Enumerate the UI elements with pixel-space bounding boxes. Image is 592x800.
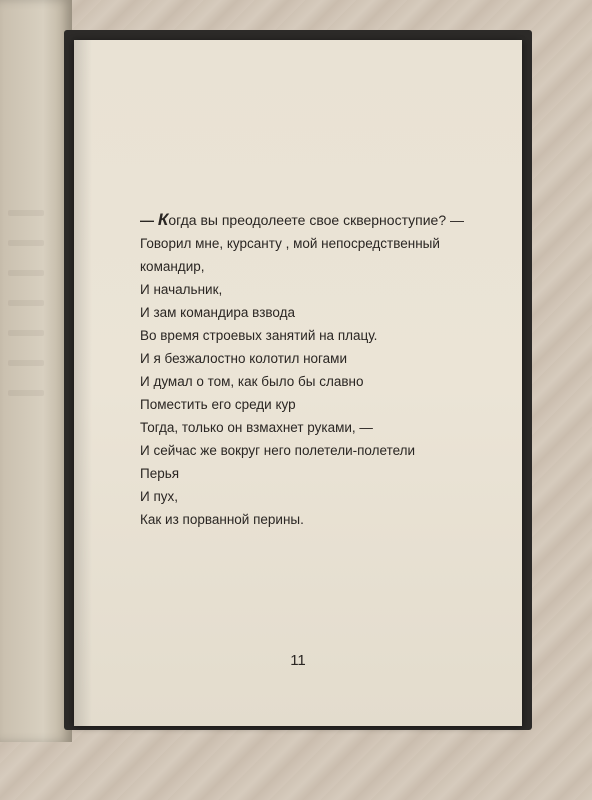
bleed-through-text <box>8 270 44 276</box>
poem-line: Тогда, только он взмахнет руками, — <box>140 420 373 435</box>
bleed-through-text <box>8 330 44 336</box>
left-facing-page <box>0 0 72 742</box>
poem-line: Говорил мне, курсанту , мой непосредственный <box>140 236 440 251</box>
poem-line: И я безжалостно колотил ногами <box>140 351 348 366</box>
bleed-through-text <box>8 360 44 366</box>
opening-dash: — <box>140 212 154 228</box>
poem-line: Во время строевых занятий на плацу. <box>140 328 378 343</box>
drop-initial: К <box>157 210 169 229</box>
page-number: 11 <box>290 652 306 669</box>
poem-first-line <box>140 208 500 232</box>
bleed-through-text <box>8 390 44 396</box>
poem-line: Поместить его среди кур <box>140 397 296 412</box>
poem-line: Как из порванной перины. <box>140 512 304 527</box>
spine-shadow <box>74 40 92 726</box>
poem-line: И думал о том, как было бы славно <box>140 374 364 389</box>
poem-line: И пух, <box>140 489 179 504</box>
poem-line: И начальник, <box>140 282 223 297</box>
poem-text <box>140 208 500 531</box>
bleed-through-text <box>8 210 44 216</box>
poem-line: И сейчас же вокруг него полетели-полетели <box>140 443 416 458</box>
poem-line: Перья <box>140 466 180 481</box>
poem-line: И зам командира взвода <box>140 305 296 320</box>
bleed-through-text <box>8 240 44 246</box>
bleed-through-text <box>8 300 44 306</box>
first-line-text: огда вы преодолеете свое скверноступие? — <box>168 212 464 228</box>
poem-line: командир, <box>140 259 205 274</box>
book-page <box>74 40 522 726</box>
